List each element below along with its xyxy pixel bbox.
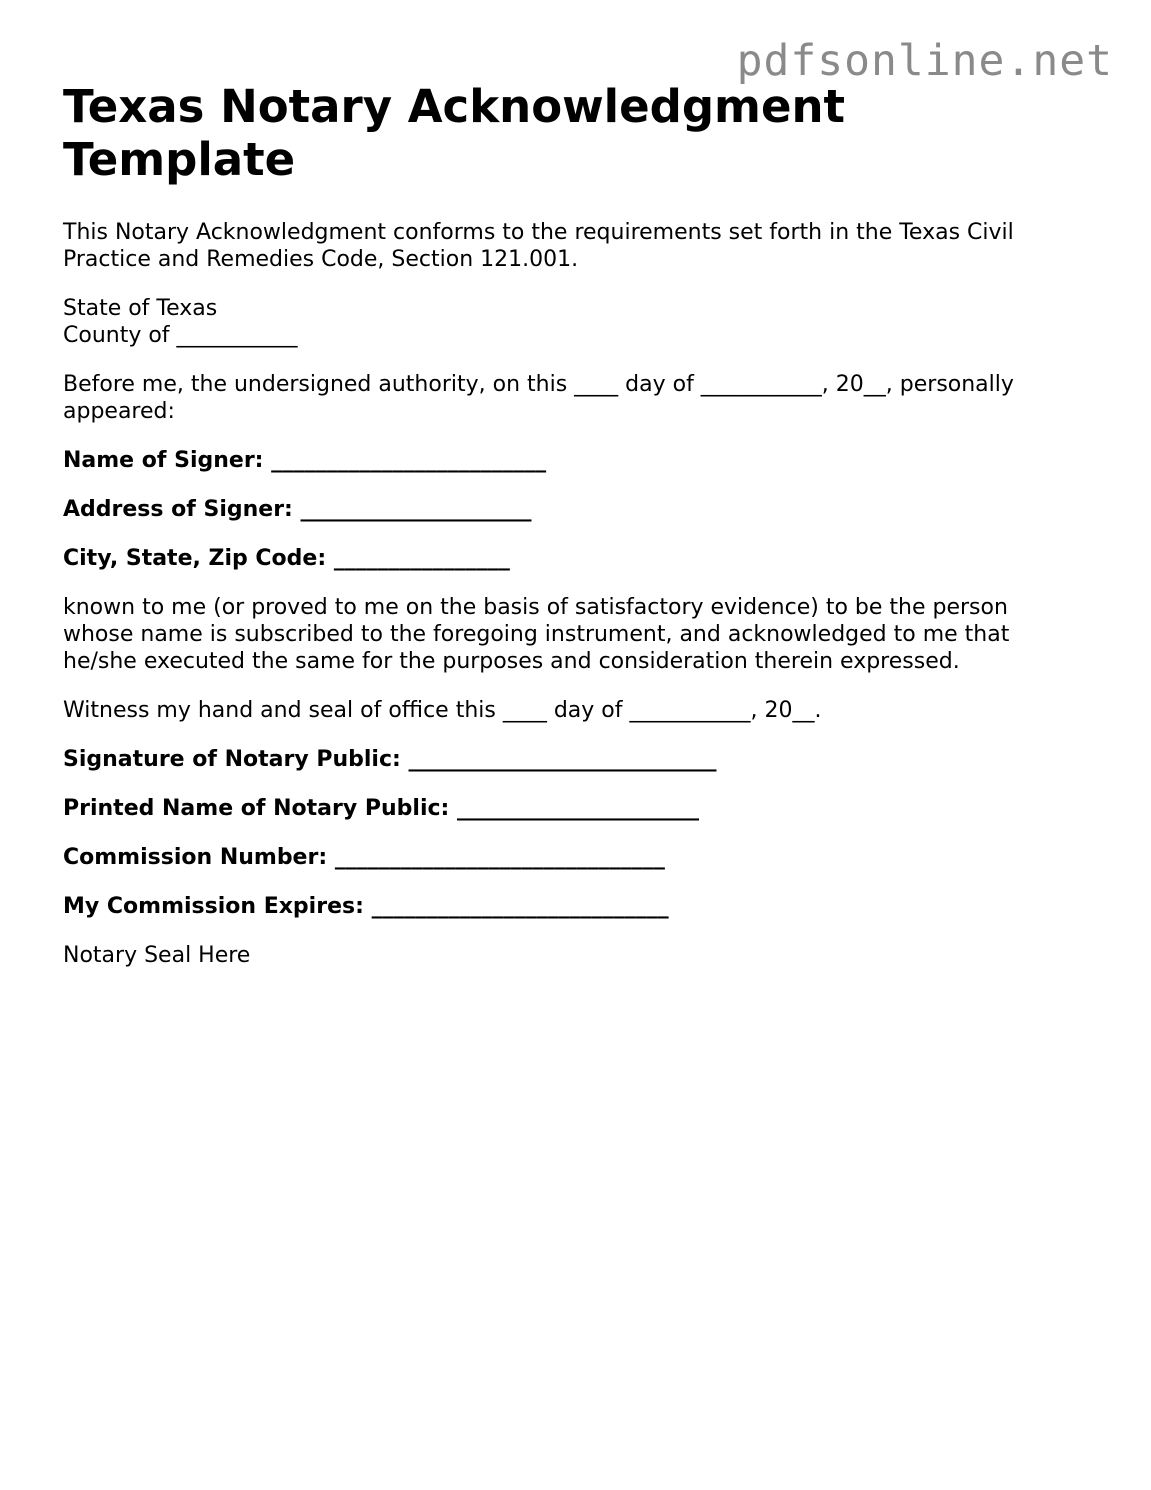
before-me-paragraph: Before me, the undersigned authority, on this ____ day of ___________, 20__, personally appeared: — [63, 372, 1014, 424]
address-of-signer-label: Address of Signer: — [63, 497, 293, 522]
commission-expires-blank[interactable]: ___________________________ — [371, 894, 669, 919]
commission-number-field — [63, 844, 1063, 871]
city-state-zip-label: City, State, Zip Code: — [63, 546, 327, 571]
witness-line: Witness my hand and seal of office this ____ day of ___________, 20__. — [63, 698, 822, 723]
state-line: State of Texas — [63, 296, 218, 321]
notary-signature-label: Signature of Notary Public: — [63, 747, 401, 772]
commission-expires-label: My Commission Expires: — [63, 894, 364, 919]
commission-expires-field — [63, 893, 1063, 920]
city-state-zip-field — [63, 545, 1063, 572]
city-state-zip-blank[interactable]: ________________ — [333, 546, 510, 571]
name-of-signer-blank[interactable]: _________________________ — [271, 448, 547, 473]
address-of-signer-blank[interactable]: _____________________ — [300, 497, 532, 522]
notary-signature-field — [63, 746, 1063, 773]
watermark: pdfsonline.net — [736, 36, 1113, 86]
name-of-signer-field — [63, 447, 1063, 474]
notary-printed-name-blank[interactable]: ______________________ — [457, 796, 699, 821]
notary-seal-placeholder: Notary Seal Here — [63, 943, 251, 968]
venue-block — [63, 295, 1063, 349]
known-statement-paragraph: known to me (or proved to me on the basis of satisfactory evidence) to be the person whose name is subscribed to the foregoing instrument, and acknowledged to me that he/she executed the same for the purposes and consideration therein expressed. — [63, 595, 1010, 674]
page-title: Texas Notary Acknowledgment Template — [63, 80, 846, 186]
name-of-signer-label: Name of Signer: — [63, 448, 264, 473]
commission-number-blank[interactable]: ______________________________ — [334, 845, 665, 870]
intro-paragraph: This Notary Acknowledgment conforms to the requirements set forth in the Texas Civil Practice and Remedies Code, Section 121.001. — [63, 220, 1014, 272]
notary-signature-blank[interactable]: ____________________________ — [408, 747, 717, 772]
document-page — [63, 80, 1063, 969]
notary-printed-name-field — [63, 795, 1063, 822]
commission-number-label: Commission Number: — [63, 845, 328, 870]
notary-printed-name-label: Printed Name of Notary Public: — [63, 796, 450, 821]
address-of-signer-field — [63, 496, 1063, 523]
county-line: County of ___________ — [63, 323, 298, 348]
